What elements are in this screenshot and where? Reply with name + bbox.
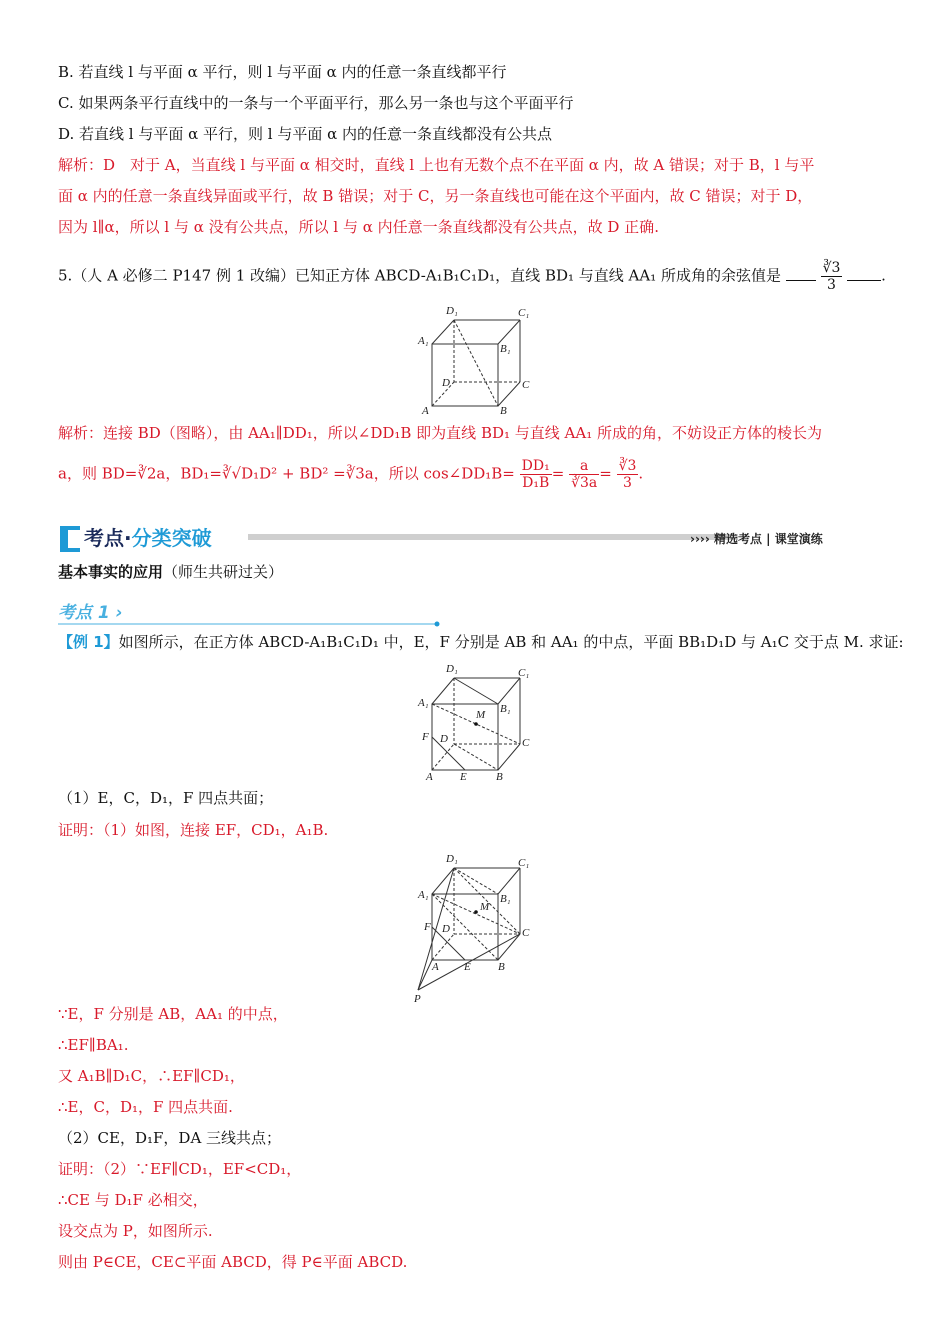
proof-line-4: ∴E，C，D₁，F 四点共面. [58, 1098, 233, 1116]
label-c1: C₁ [518, 307, 530, 319]
section-heading [58, 562, 283, 582]
heading-note: （师生共研过关） [163, 563, 284, 581]
label-c: C [522, 737, 530, 749]
part-2: （2）CE，D₁F，DA 三线共点； [58, 1129, 282, 1147]
banner-right: ›››› 精选考点 | 课堂演练 [690, 532, 823, 546]
banner-title-b: 分类突破 [131, 526, 212, 550]
label-d1: D₁ [446, 663, 458, 675]
label-b1: B₁ [500, 343, 511, 355]
label-b: B [496, 771, 503, 783]
label-f: F [422, 731, 429, 743]
cube-figure-1 [410, 300, 540, 418]
label-b: B [498, 961, 505, 973]
frac2-den: ∛3a [571, 475, 598, 491]
label-e: E [464, 961, 471, 973]
label-a1: A₁ [418, 335, 429, 347]
label-d: D [442, 923, 450, 935]
label-d: D [440, 733, 448, 745]
label-p: P [414, 993, 421, 1005]
label-a: A [422, 405, 429, 417]
proof-2: 证明：（2）∵EF∥CD₁，EF<CD₁， [58, 1160, 302, 1178]
label-a1: A₁ [418, 889, 429, 901]
label-m: M [480, 901, 490, 913]
option-b: B. 若直线 l 与平面 α 平行，则 l 与平面 α 内的任意一条直线都平行 [58, 63, 507, 81]
q5-stem-text: 5.（人 A 必修二 P147 例 1 改编）已知正方体 ABCD-A₁B₁C₁D₁，直线 BD₁ 与直线 AA₁ 所成角的余弦值是 [58, 266, 781, 285]
q5-answer-num: ∛3 [822, 260, 841, 276]
analysis-line-1: 解析：D 对于 A，当直线 l 与平面 α 相交时，直线 l 上也有无数个点不在平面 α 内，故 A 错误；对于 B，l 与平 [58, 156, 815, 174]
label-c1: C₁ [518, 857, 530, 869]
fraction-1 [520, 458, 552, 491]
q5-analysis-line-1: 解析：连接 BD（图略），由 AA₁∥DD₁，所以∠DD₁B 即为直线 BD₁ 与直线 AA₁ 所成的角，不妨设正方体的棱长为 [58, 424, 823, 442]
label-b1: B₁ [500, 703, 511, 715]
q5-analysis-text: a，则 BD=∛2a，BD₁=∛√D₁D² + BD² =∛3a，所以 cos∠DD₁B= [58, 464, 515, 483]
label-f: F [424, 921, 431, 933]
proof-line-2: ∴EF∥BA₁. [58, 1036, 129, 1054]
example-stem-text: 如图所示，在正方体 ABCD-A₁B₁C₁D₁ 中，E，F 分别是 AB 和 AA₁ 的中点，平面 BB₁D₁D 与 A₁C 交于点 M. 求证: [118, 633, 904, 651]
q5-stem: 5.（人 A 必修二 P147 例 1 改编）已知正方体 ABCD-A₁B₁C₁D₁，直线 BD₁ 与直线 AA₁ 所成角的余弦值是 $\frac{∛3}{3}$ . [58, 260, 886, 293]
label-b1: B₁ [500, 893, 511, 905]
label-d1: D₁ [446, 305, 458, 317]
label-a1: A₁ [418, 697, 429, 709]
proof-line-6: 设交点为 P，如图所示. [58, 1222, 213, 1240]
analysis-line-2: 面 α 内的任意一条直线异面或平行，故 B 错误；对于 C，另一条直线也可能在这个平面内，故 C 错误；对于 D， [58, 187, 813, 205]
fraction-2 [569, 458, 599, 491]
label-m: M [476, 709, 486, 721]
banner-title [84, 522, 212, 551]
frac1-num: DD₁ [521, 458, 550, 474]
label-c: C [522, 927, 530, 939]
label-d: D [442, 377, 450, 389]
part-1: （1）E，C，D₁，F 四点共面； [58, 789, 274, 807]
option-d: D. 若直线 l 与平面 α 平行，则 l 与平面 α 内的任意一条直线都没有公共点 [58, 125, 553, 143]
frac3-num: ∛3 [618, 458, 637, 474]
cube-figure-2 [410, 656, 540, 786]
proof-line-3: 又 A₁B∥D₁C，∴EF∥CD₁， [58, 1067, 245, 1085]
q5-analysis-line-2: a，则 BD=∛2a，BD₁=∛√D₁D² + BD² =∛3a，所以 cos∠DD₁B= $\frac{\text{DD₁}}{\text{D₁B}}$ = $\frac{a}{∛3a}$ = $\frac{∛3}{3}$ . [58, 458, 644, 491]
fraction-3 [617, 458, 639, 491]
label-b: B [500, 405, 507, 417]
label-d1: D₁ [446, 853, 458, 865]
proof-line-7: 则由 P∈CE，CE⊂平面 ABCD，得 P∈平面 ABCD. [58, 1253, 408, 1271]
proof-line-1: ∵E，F 分别是 AB，AA₁ 的中点， [58, 1005, 288, 1023]
option-c: C. 如果两条平行直线中的一条与一个平面平行，那么另一条也与这个平面平行 [58, 94, 574, 112]
q5-answer [821, 260, 843, 293]
banner-title-a: 考点· [84, 526, 132, 550]
label-a: A [432, 961, 439, 973]
example-tag: 【例 1】 [58, 633, 119, 651]
analysis-line-3: 因为 l∥α，所以 l 与 α 没有公共点，所以 l 与 α 内任意一条直线都没有公共点，故 D 正确. [58, 218, 659, 236]
label-c1: C₁ [518, 667, 530, 679]
cube-figure-3 [408, 850, 543, 1005]
kaodian-line [58, 620, 443, 628]
proof-1: 证明：（1）如图，连接 EF，CD₁，A₁B. [58, 821, 329, 839]
proof-line-5: ∴CE 与 D₁F 必相交， [58, 1191, 208, 1209]
label-a: A [426, 771, 433, 783]
label-e: E [460, 771, 467, 783]
example1-stem [58, 632, 904, 652]
label-c: C [522, 379, 530, 391]
heading-text: 基本事实的应用 [58, 563, 164, 581]
frac2-num: a [569, 458, 599, 475]
kaodian-label: 考点 1 › [58, 603, 123, 623]
q5-answer-den: 3 [827, 277, 836, 293]
frac3-den: 3 [623, 475, 632, 491]
frac1-den: D₁B [522, 475, 550, 491]
